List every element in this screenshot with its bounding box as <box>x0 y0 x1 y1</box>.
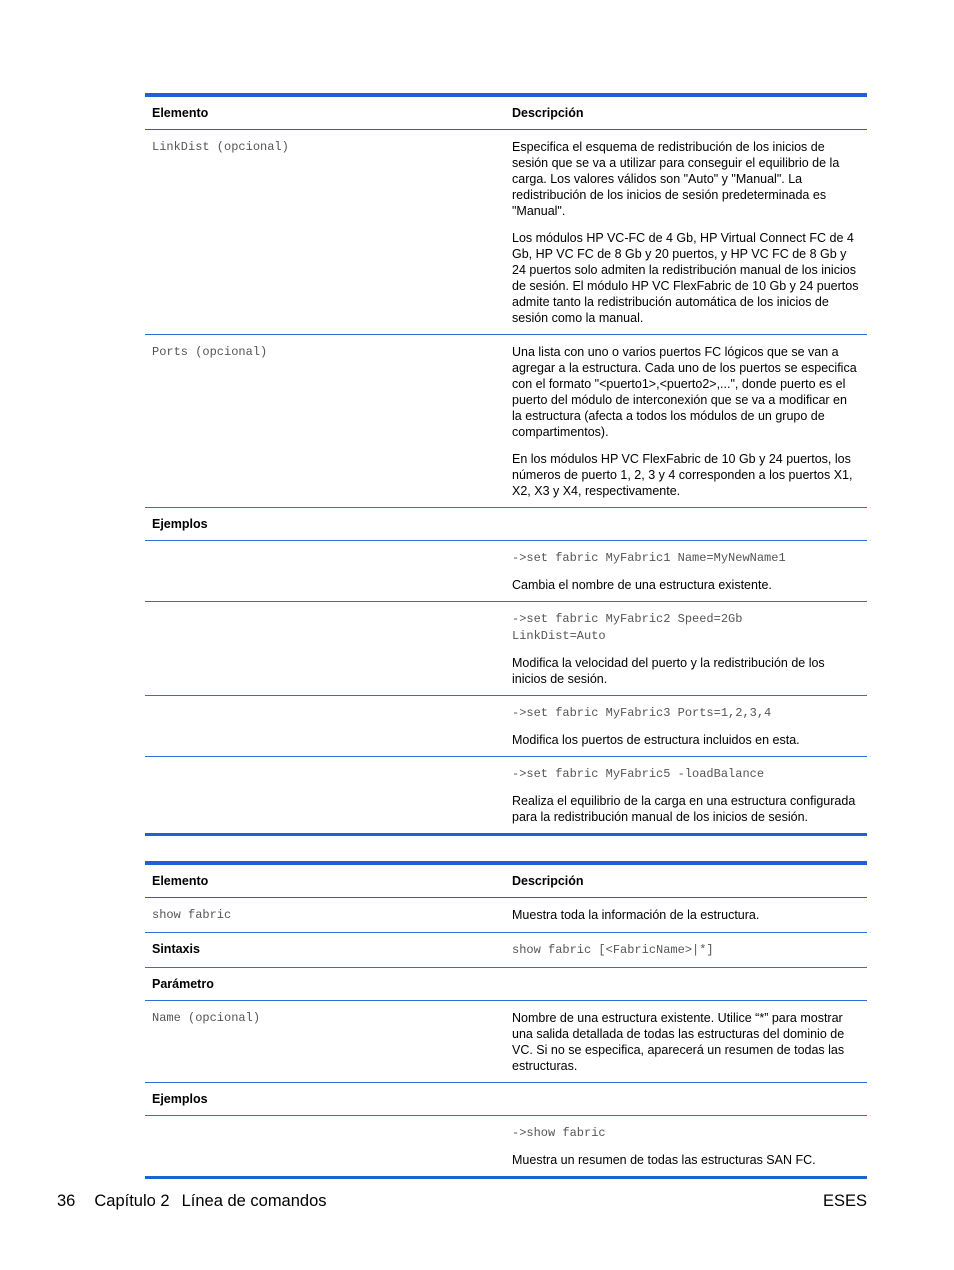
locale-code: ESES <box>822 1192 867 1210</box>
table-show-fabric <box>145 861 867 1179</box>
example-description: Muestra un resumen de todas las estructuras SAN FC. <box>512 1153 816 1167</box>
table-row-examples-label <box>145 1083 867 1116</box>
command-description: Muestra toda la información de la estructura. <box>512 908 760 922</box>
table-row-examples-label <box>145 508 867 541</box>
param-description: Nombre de una estructura existente. Utilice “*” para mostrar una salida detallada de todas las estructuras del dominio de VC. Si no se especifica, aparecerá un resumen de todas las estructuras. <box>512 1011 845 1073</box>
column-header-element: Elemento <box>152 106 209 120</box>
table-bottom-rule <box>145 833 867 836</box>
example-command: ->set fabric MyFabric2 Speed=2Gb LinkDist=Auto <box>512 612 743 643</box>
table-row-parameter-label <box>145 968 867 1001</box>
example-description: Realiza el equilibrio de la carga en una estructura configurada para la redistribución manual de los inicios de sesión. <box>512 794 856 824</box>
syntax-value: show fabric [<FabricName>|*] <box>512 943 714 957</box>
table-header-row <box>145 97 867 130</box>
column-header-description: Descripción <box>512 106 584 120</box>
column-header-description: Descripción <box>512 874 584 888</box>
examples-label: Ejemplos <box>152 517 208 531</box>
parameter-label: Parámetro <box>152 977 214 991</box>
table-header-row <box>145 865 867 898</box>
example-description: Modifica los puertos de estructura incluidos en esta. <box>512 733 800 747</box>
example-command: ->set fabric MyFabric5 -loadBalance <box>512 767 765 781</box>
page-footer <box>57 1192 867 1212</box>
param-description: Una lista con uno o varios puertos FC lógicos que se van a agregar a la estructura. Cada uno de los puertos se especifica con el formato "<puerto1>,<puerto2>,...", donde puerto es el puerto del módulo de interconexión que se va a modificar en la estructura (afecta a todos los módulos de un grupo de compartimentos). <box>512 345 857 439</box>
example-row <box>145 541 867 602</box>
examples-label: Ejemplos <box>152 1092 208 1106</box>
example-row <box>145 1116 867 1176</box>
param-name-linkdist: LinkDist (opcional) <box>152 140 289 154</box>
table-row-syntax <box>145 933 867 968</box>
chapter-label: Capítulo 2 <box>94 1192 170 1210</box>
example-row <box>145 602 867 696</box>
table-row-name <box>145 1001 867 1083</box>
param-name-ports: Ports (opcional) <box>152 345 268 359</box>
command-name: show fabric <box>152 908 232 922</box>
example-command: ->set fabric MyFabric1 Name=MyNewName1 <box>512 551 786 565</box>
table-row-command <box>145 898 867 933</box>
table-row-ports <box>145 335 867 508</box>
table-row-linkdist <box>145 130 867 335</box>
column-header-element: Elemento <box>152 874 209 888</box>
param-name-name: Name (opcional) <box>152 1011 261 1025</box>
example-row <box>145 696 867 757</box>
example-row <box>145 757 867 833</box>
chapter-title: Línea de comandos <box>181 1192 327 1210</box>
syntax-label: Sintaxis <box>152 942 200 956</box>
table-set-fabric <box>145 93 867 836</box>
example-description: Cambia el nombre de una estructura existente. <box>512 578 772 592</box>
table-bottom-rule <box>145 1176 867 1179</box>
example-description: Modifica la velocidad del puerto y la redistribución de los inicios de sesión. <box>512 656 825 686</box>
page-number: 36 <box>57 1192 76 1210</box>
example-command: ->show fabric <box>512 1126 606 1140</box>
param-description-note: En los módulos HP VC FlexFabric de 10 Gb y 24 puertos, los números de puerto 1, 2, 3 y 4 corresponden a los puertos X1, X2, X3 y X4, respectivamente. <box>512 452 853 498</box>
param-description: Especifica el esquema de redistribución de los inicios de sesión que se va a utilizar para conseguir el equilibrio de la carga. Los valores válidos son "Auto" y "Manual". La redistribución de los inicios de sesión predeterminada es "Manual". <box>512 140 840 218</box>
example-command: ->set fabric MyFabric3 Ports=1,2,3,4 <box>512 706 772 720</box>
param-description-note: Los módulos HP VC-FC de 4 Gb, HP Virtual Connect FC de 4 Gb, HP VC FC de 8 Gb y 20 puertos, y HP VC FC de 8 Gb y 24 puertos solo admiten la redistribución manual de los inicios de sesión. El módulo HP VC FlexFabric de 10 Gb y 24 puertos admite tanto la redistribución automática de los inicios de sesión como la manual. <box>512 231 859 325</box>
